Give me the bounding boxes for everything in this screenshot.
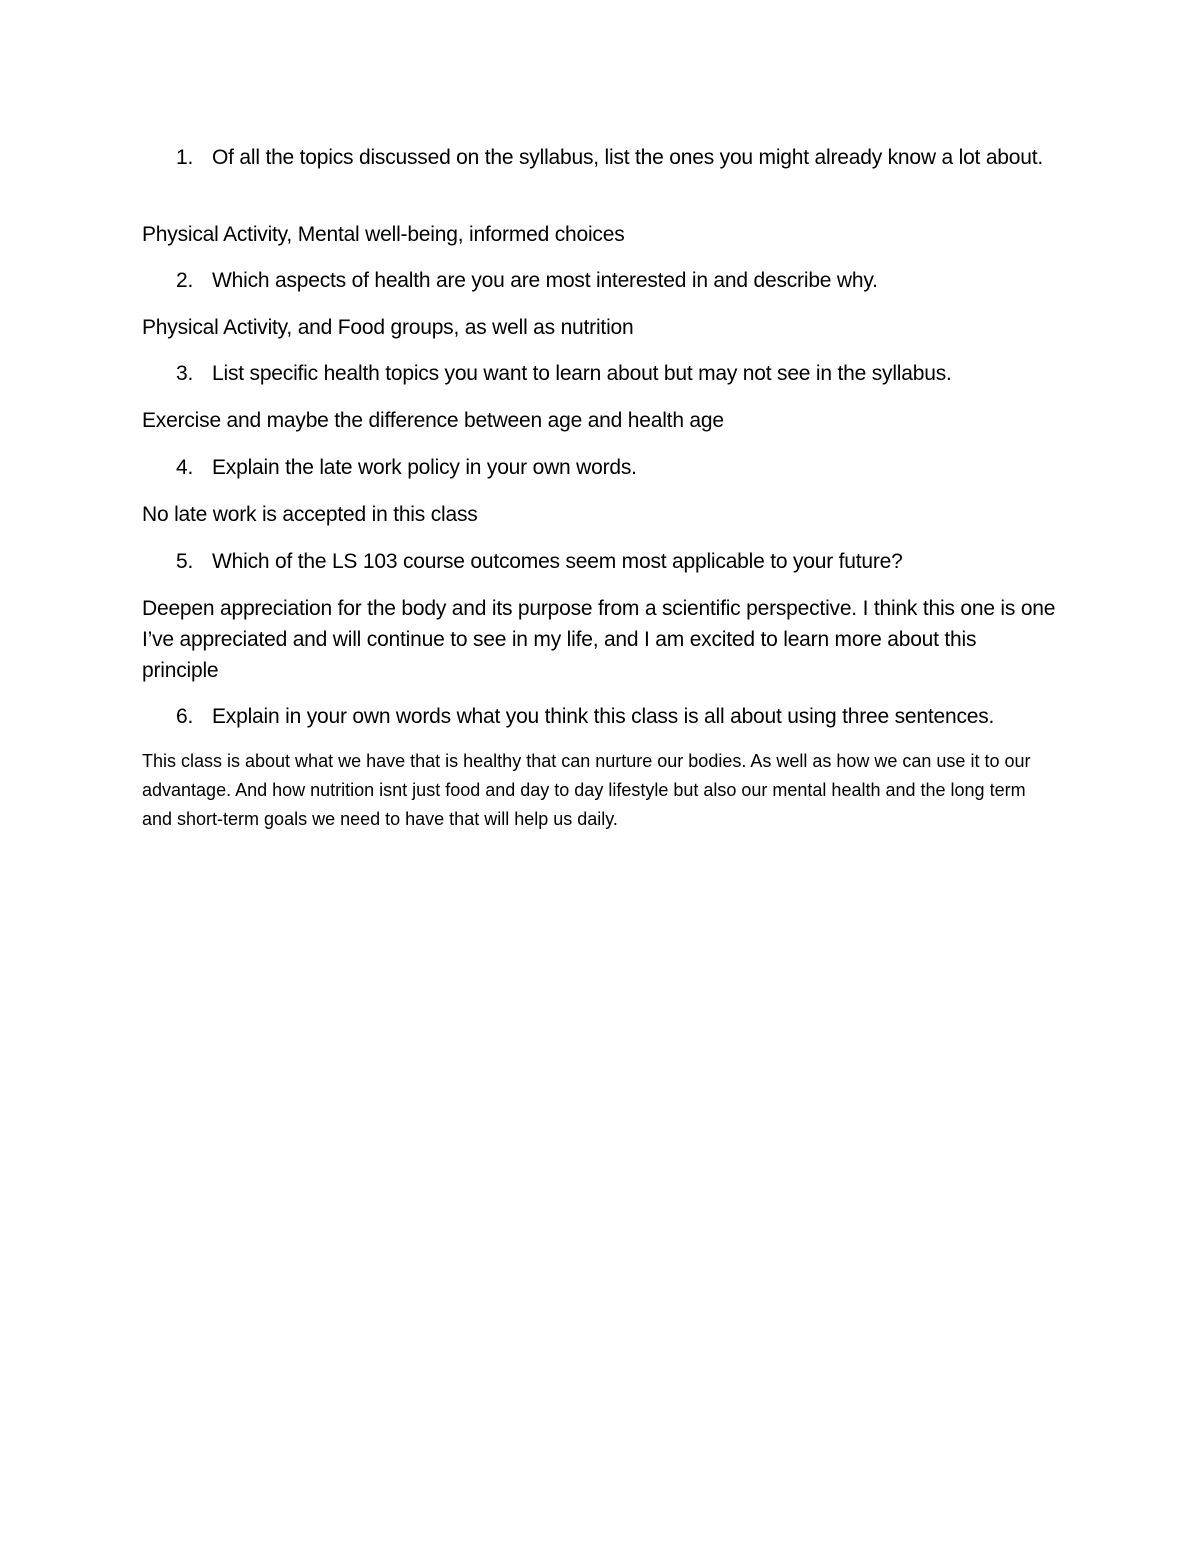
question-text: Which of the LS 103 course outcomes seem most applicable to your future?: [212, 550, 903, 573]
question-4: [176, 452, 1056, 483]
question-number: 5.: [176, 550, 194, 573]
question-text: Explain in your own words what you think this class is all about using three sentences.: [212, 705, 995, 728]
question-number: 4.: [176, 456, 194, 479]
question-text: Explain the late work policy in your own words.: [212, 456, 637, 479]
question-number: 2.: [176, 269, 194, 292]
question-3: [176, 358, 1056, 389]
question-1: [176, 142, 1056, 173]
answer-2: Physical Activity, and Food groups, as well as nutrition: [142, 316, 634, 339]
question-5: [176, 546, 1056, 577]
question-number: 6.: [176, 705, 194, 728]
question-number: 3.: [176, 362, 194, 385]
question-text: List specific health topics you want to learn about but may not see in the syllabus.: [212, 362, 952, 385]
answer-1: Physical Activity, Mental well-being, informed choices: [142, 223, 625, 246]
answer-4: No late work is accepted in this class: [142, 503, 478, 526]
answer-3: Exercise and maybe the difference between age and health age: [142, 409, 724, 432]
question-number: 1.: [176, 146, 194, 169]
question-text: Which aspects of health are you are most interested in and describe why.: [212, 269, 878, 292]
answer-6: This class is about what we have that is healthy that can nurture our bodies. As well as how we can use it to our advantage. And how nutrition isnt just food and day to day lifestyle but also our mental health and the long term and short-term goals we need to have that will help us daily.: [142, 751, 1031, 829]
question-6: [176, 701, 1056, 732]
question-text: Of all the topics discussed on the syllabus, list the ones you might already know a lot about.: [212, 146, 1044, 169]
question-2: [176, 265, 1056, 296]
answer-5: Deepen appreciation for the body and its purpose from a scientific perspective. I think this one is one I’ve appreciated and will continue to see in my life, and I am excited to learn more about this principle: [142, 597, 1056, 682]
